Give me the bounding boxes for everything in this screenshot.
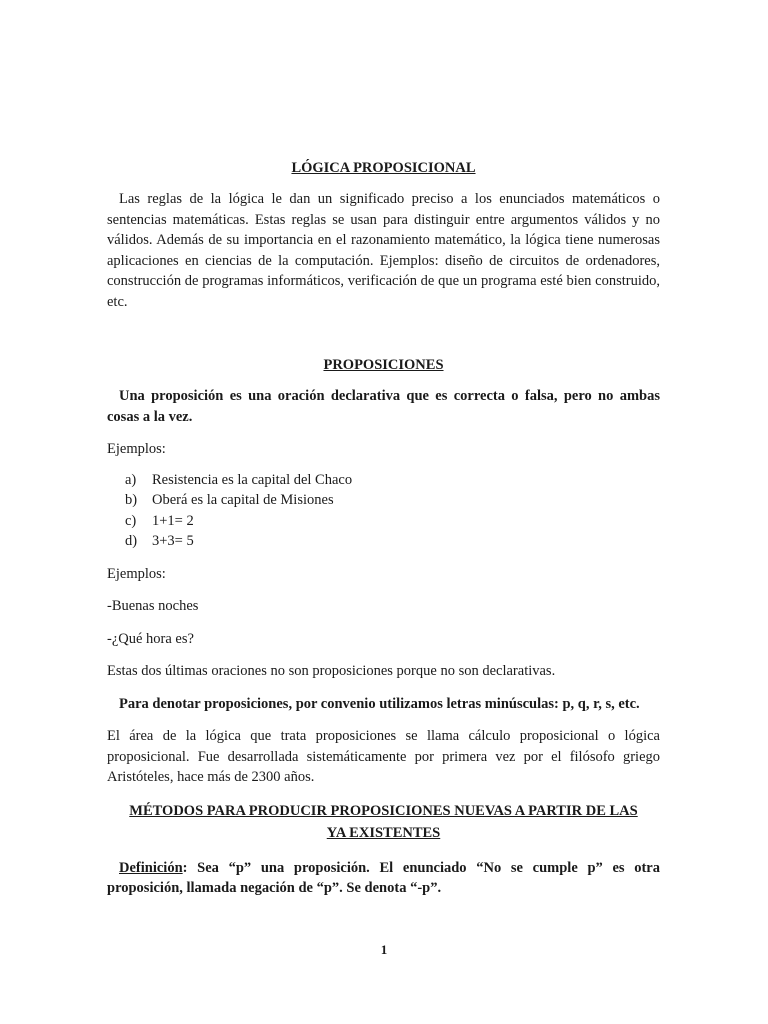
list-item-text: 3+3= 5 xyxy=(152,533,194,549)
list-marker: d) xyxy=(125,533,138,549)
area-paragraph: El área de la lógica que trata proposiciones se llama cálculo proposicional o lógica proposicional. Fue desarrollada sistemáticamente por primera vez por el filósofo griego Aristóteles, hace más de 2300 años. xyxy=(107,728,660,785)
list-item-text: Oberá es la capital de Misiones xyxy=(152,492,334,508)
notation-convention: Para denotar proposiciones, por convenio utilizamos letras minúsculas: p, q, r, s, etc. xyxy=(119,695,640,712)
section-title-metodos-line1: MÉTODOS PARA PRODUCIR PROPOSICIONES NUEVAS A PARTIR DE LAS xyxy=(129,802,638,819)
list-marker: b) xyxy=(125,492,138,508)
examples-label: Ejemplos: xyxy=(107,441,166,457)
list-item-text: 1+1= 2 xyxy=(152,512,194,529)
non-proposition-note: Estas dos últimas oraciones no son proposiciones porque no son declarativas. xyxy=(107,663,556,679)
intro-paragraph: Las reglas de la lógica le dan un significado preciso a los enunciados matemáticos o sentencias matemáticas. Estas reglas se usan para distinguir entre argumentos válidos y no válidos. Además de su importancia en el razonamiento matemático, la lógica tiene numerosas aplicaciones en ciencias de la computación. Ejemplos: diseño de circuitos de ordenadores, construcción de programas informáticos, verificación de que un programa esté bien construido, etc. xyxy=(107,191,660,310)
section-title-metodos-line2: YA EXISTENTES xyxy=(326,824,441,841)
example-que-hora-es: -¿Qué hora es? xyxy=(107,630,194,647)
page-content xyxy=(107,157,660,899)
examples-list xyxy=(107,470,660,552)
list-item xyxy=(125,531,660,552)
list-item xyxy=(125,490,660,511)
document-title: LÓGICA PROPOSICIONAL xyxy=(291,160,476,176)
example-buenas-noches: -Buenas noches xyxy=(107,598,199,614)
page-number: 1 xyxy=(380,942,388,957)
definition-label: Definición xyxy=(119,859,183,876)
list-item xyxy=(125,511,660,532)
list-marker: a) xyxy=(125,471,137,488)
examples-label-2: Ejemplos: xyxy=(107,565,166,582)
proposition-definition: Una proposición es una oración declarativa que es correcta o falsa, pero no ambas cosas a la vez. xyxy=(107,388,660,425)
list-marker: c) xyxy=(125,512,137,529)
section-title-proposiciones: PROPOSICIONES xyxy=(323,357,444,373)
list-item-text: Resistencia es la capital del Chaco xyxy=(152,471,353,488)
list-item xyxy=(125,470,660,491)
negation-definition xyxy=(107,858,660,899)
definition-text: : Sea “p” una proposición. El enunciado “No se cumple p” es otra proposición, llamada negación de “p”. Se denota “-p”. xyxy=(107,859,660,896)
